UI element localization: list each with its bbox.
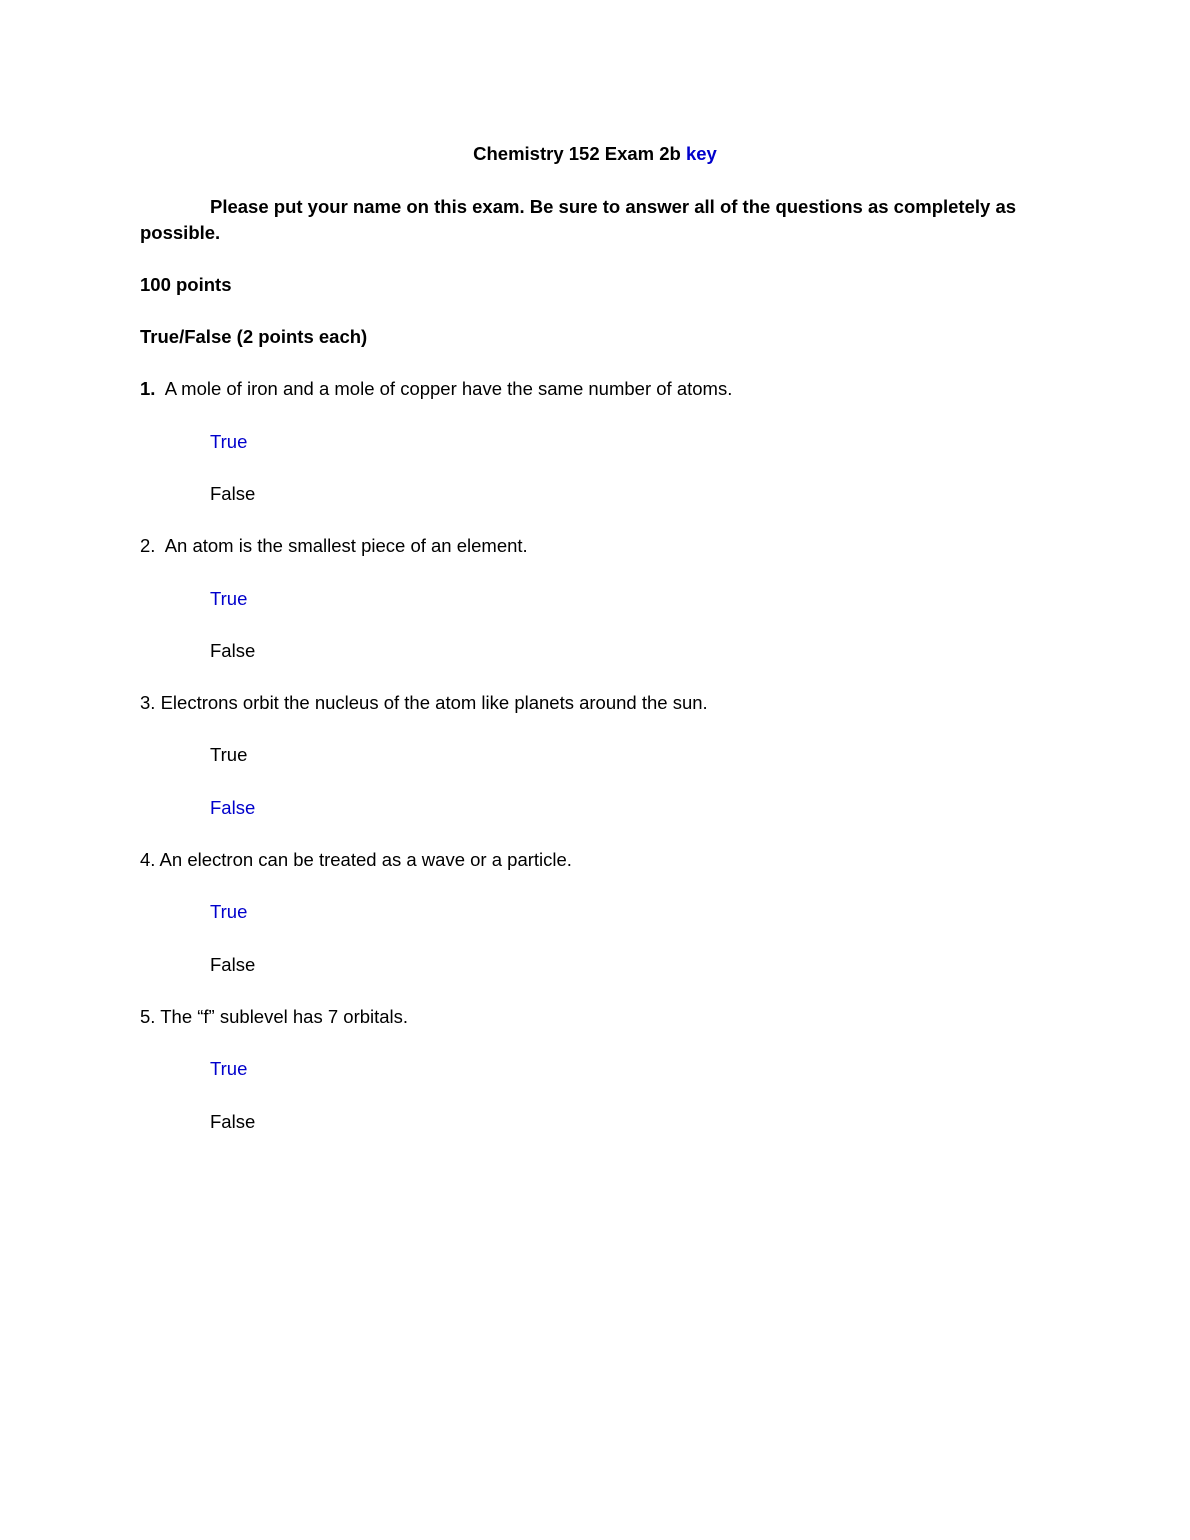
title-key-label: key xyxy=(685,143,717,164)
question-text: Electrons orbit the nucleus of the atom like planets around the sun. xyxy=(155,692,708,713)
question-text: An electron can be treated as a wave or a particle. xyxy=(155,849,572,870)
question-number: 3. xyxy=(140,692,156,713)
question-number: 2. xyxy=(140,535,156,556)
question-2-option-true: True xyxy=(210,588,248,609)
question-1 xyxy=(140,377,732,401)
question-3-option-false: False xyxy=(210,797,256,818)
question-number: 4. xyxy=(140,849,156,870)
points-total: 100 points xyxy=(140,274,232,295)
question-2-option-false: False xyxy=(210,640,256,661)
question-text: A mole of iron and a mole of copper have the same number of atoms. xyxy=(155,378,733,399)
question-1-option-false: False xyxy=(210,483,256,504)
question-text: The “f” sublevel has 7 orbitals. xyxy=(155,1006,409,1027)
title-main: Chemistry 152 Exam 2b xyxy=(473,143,681,164)
page-title xyxy=(0,142,1190,166)
question-3-option-true: True xyxy=(210,744,248,765)
question-5-option-true: True xyxy=(210,1058,248,1079)
question-text: An atom is the smallest piece of an element. xyxy=(155,535,528,556)
question-5-option-false: False xyxy=(210,1111,256,1132)
question-4 xyxy=(140,848,572,872)
question-5 xyxy=(140,1005,408,1029)
question-3 xyxy=(140,691,708,715)
section-heading: True/False (2 points each) xyxy=(140,326,368,347)
instructions: Please put your name on this exam. Be sure to answer all of the questions as completely as possible. xyxy=(140,196,1017,243)
question-number: 1. xyxy=(140,378,156,399)
question-number: 5. xyxy=(140,1006,156,1027)
question-2 xyxy=(140,534,528,558)
question-4-option-false: False xyxy=(210,954,256,975)
question-4-option-true: True xyxy=(210,901,248,922)
question-1-option-true: True xyxy=(210,431,248,452)
